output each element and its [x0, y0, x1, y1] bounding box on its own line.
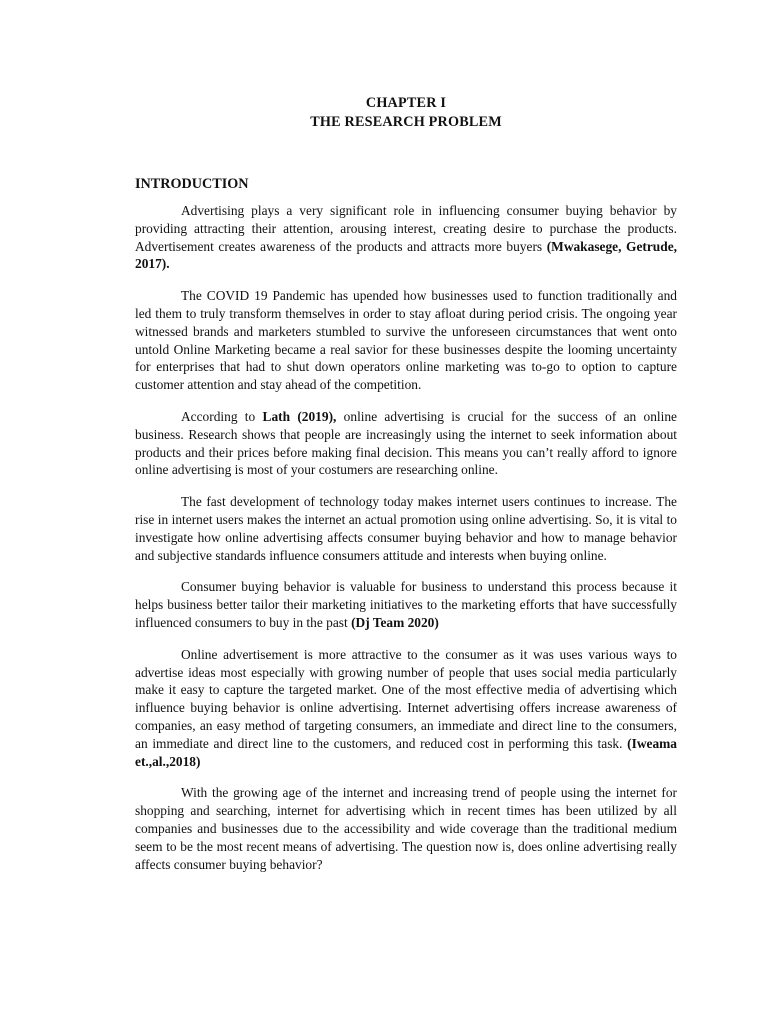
- paragraph-1: [135, 202, 677, 273]
- paragraph-7: [135, 784, 677, 873]
- paragraph-text: Advertising plays a very significant role in influencing consumer buying behavior by providing attracting their attention, arousing interest, creating desire to purchase the products. Advertisement creates awareness of the products and attracts more buyers: [135, 203, 677, 254]
- paragraph-text-continued: online advertising is crucial for the success of an online business. Research shows that people are increasingly using the internet to seek information about products and their prices before making final decision. This means you can’t really afford to ignore online advertising is most of your costumers are researching online.: [135, 408, 677, 478]
- citation: Lath (2019),: [262, 408, 337, 424]
- paragraph-5: [135, 578, 677, 631]
- paragraph-text: Online advertisement is more attractive to the consumer as it was uses various ways to advertise ideas most especially with growing number of people that uses social media particularly make it easy to capture the targeted market. One of the most effective media of advertising which influence buying behavior is online advertising. Internet advertising offers increase awareness of companies, an easy method of targeting consumers, an immediate and direct line to the consumers, an immediate and direct line to the customers, and reduced cost in performing this task.: [135, 646, 677, 751]
- paragraph-6: [135, 646, 677, 771]
- paragraph-text: The COVID 19 Pandemic has upended how businesses used to function traditionally and led them to truly transform themselves in order to stay afloat during period crisis. The ongoing year witnessed brands and marketers stumbled to survive the unforeseen circumstances that went onto untold Online Marketing became a real savior for these businesses despite the looming uncertainty for enterprises that had to shut down operators online marketing was to-go to option to capture customer attention and stay ahead of the competition.: [135, 288, 677, 393]
- chapter-title: THE RESEARCH PROBLEM: [310, 114, 502, 130]
- paragraph-2: [135, 287, 677, 394]
- paragraph-text: With the growing age of the internet and increasing trend of people using the internet for shopping and searching, internet for advertising which in recent times has been utilized by all companies and businesses due to the accessibility and wide coverage than the traditional medium seem to be the most recent means of advertising. The question now is, does online advertising really affects consumer buying behavior?: [135, 785, 677, 872]
- chapter-label: CHAPTER I: [365, 95, 447, 111]
- citation: (Dj Team 2020): [351, 614, 439, 630]
- paragraph-text: Consumer buying behavior is valuable for business to understand this process because it helps business better tailor their marketing initiatives to the marketing efforts that have successfully influenced consumers to buy in the past: [135, 579, 677, 630]
- paragraph-3: [135, 408, 677, 479]
- citation: (Iweama et.,al.,2018): [135, 735, 677, 769]
- citation: (Mwakasege, Getrude, 2017).: [135, 238, 677, 272]
- paragraph-4: [135, 493, 677, 564]
- section-title: INTRODUCTION: [135, 176, 249, 192]
- paragraph-text: According to: [181, 408, 263, 424]
- paragraph-text: The fast development of technology today makes internet users continues to increase. The rise in internet users makes the internet an actual promotion using online advertising. So, it is vital to investigate how online advertising affects consumer buying behavior and how to manage behavior and subjective standards influence consumers attitude and interests when buying online.: [135, 494, 677, 563]
